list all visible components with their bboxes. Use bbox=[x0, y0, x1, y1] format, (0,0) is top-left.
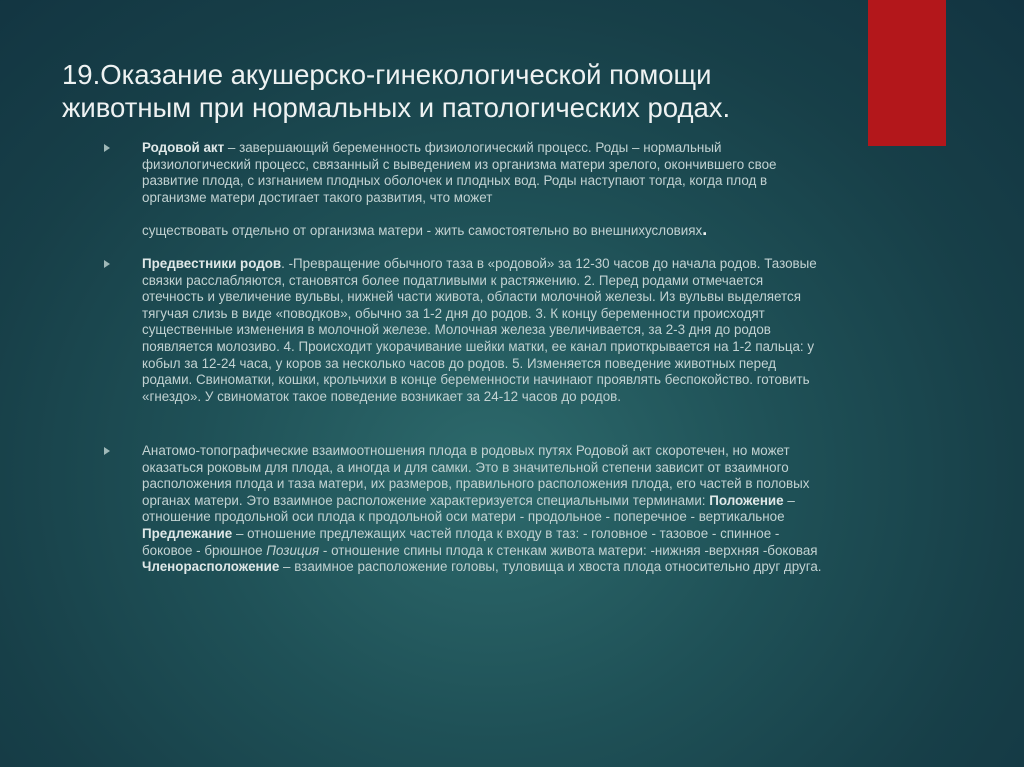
title-line-2: животным при нормальных и патологических родах. bbox=[62, 92, 731, 123]
birth-act-end-dot: . bbox=[702, 219, 708, 240]
anatomy-text-a: Анатомо-топографические взаимоотношения плода в родовых путях Родовой акт скоротечен, но может оказаться роковым для плода, а иногда и для самки. Это в значительной степени зависит от взаимного расположения плода и таза матери, их размеров, правильного расположения плода, его частей в половых органах матери. Это взаимное расположение характеризуется специальными терминами: bbox=[142, 443, 810, 508]
anatomy-text-b: – отношение продольной оси плода к продольной оси матери - продольное - поперечное - вертикальное bbox=[142, 492, 795, 525]
term-posture: Членорасположение bbox=[142, 559, 280, 575]
term-position: Положение bbox=[709, 492, 784, 508]
bullet-arrow-icon bbox=[104, 447, 110, 455]
slide-title bbox=[62, 58, 852, 124]
term-birth-act: Родовой акт bbox=[142, 140, 225, 155]
anatomy-text-e: – взаимное расположение головы, туловища и хвоста плода относительно друг друга. bbox=[279, 559, 822, 575]
term-presentation: Предлежание bbox=[142, 525, 233, 541]
bullet-item-birth-act bbox=[104, 140, 824, 240]
term-position-italic: Позиция bbox=[266, 542, 320, 558]
anatomy-text-c: – отношение предлежащих частей плода к входу в таз: - головное - тазовое - спинное - боковое - брюшное bbox=[142, 525, 780, 558]
bullet-item-anatomy bbox=[104, 443, 824, 576]
accent-bar bbox=[868, 0, 946, 146]
bullet-arrow-icon bbox=[104, 144, 110, 152]
birth-act-text: – завершающий беременность физиологический процесс. Роды – нормальный физиологический процесс, связанный с выведением из организма матери зрелого, окончившего свое развитие плода, с изгнанием плодных оболочек и плодных вод. Роды наступают тогда, когда плод в организме матери достигает такого развития, что может bbox=[142, 140, 777, 205]
harbingers-text: . -Превращение обычного таза в «родовой» за 12-30 часов до начала родов. Тазовые связки расслабляются, становятся более податливыми к растяжению. 2. Перед родами отмечается отечность и увеличение вульвы, нижней части живота, области молочной железы. Из вульвы выделяется тягучая слизь в виде «поводков», обычно за 1-2 дня до родов. 3. К концу беременности происходят существенные изменения в молочной железе. Молочная железа увеличивается, за 2-3 дня до родов появляется молозиво. 4. Происходит укорачивание шейки матки, ее канал приоткрывается на 1-2 пальца: у кобыл за 12-24 часа, у коров за несколько часов до родов. 5. Изменяется поведение животных перед родами. Свиноматки, кошки, крольчихи в конце беременности начинают проявлять беспокойство. готовить «гнездо». У свиноматок такое поведение возникает за 24-12 часов до родов. bbox=[142, 256, 817, 404]
bullet-item-harbingers bbox=[104, 256, 824, 405]
birth-act-last-text: существовать отдельно от организма матери - жить самостоятельно во внешнихусловиях bbox=[142, 223, 703, 239]
birth-act-last-line bbox=[142, 221, 824, 240]
anatomy-text-d: - отношение спины плода к стенкам живота матери: -нижняя -верхняя -боковая bbox=[319, 542, 818, 558]
bullet-arrow-icon bbox=[104, 260, 110, 268]
title-line-1: 19.Оказание акушерско-гинекологической помощи bbox=[62, 59, 712, 90]
term-harbingers: Предвестники родов bbox=[142, 256, 282, 271]
